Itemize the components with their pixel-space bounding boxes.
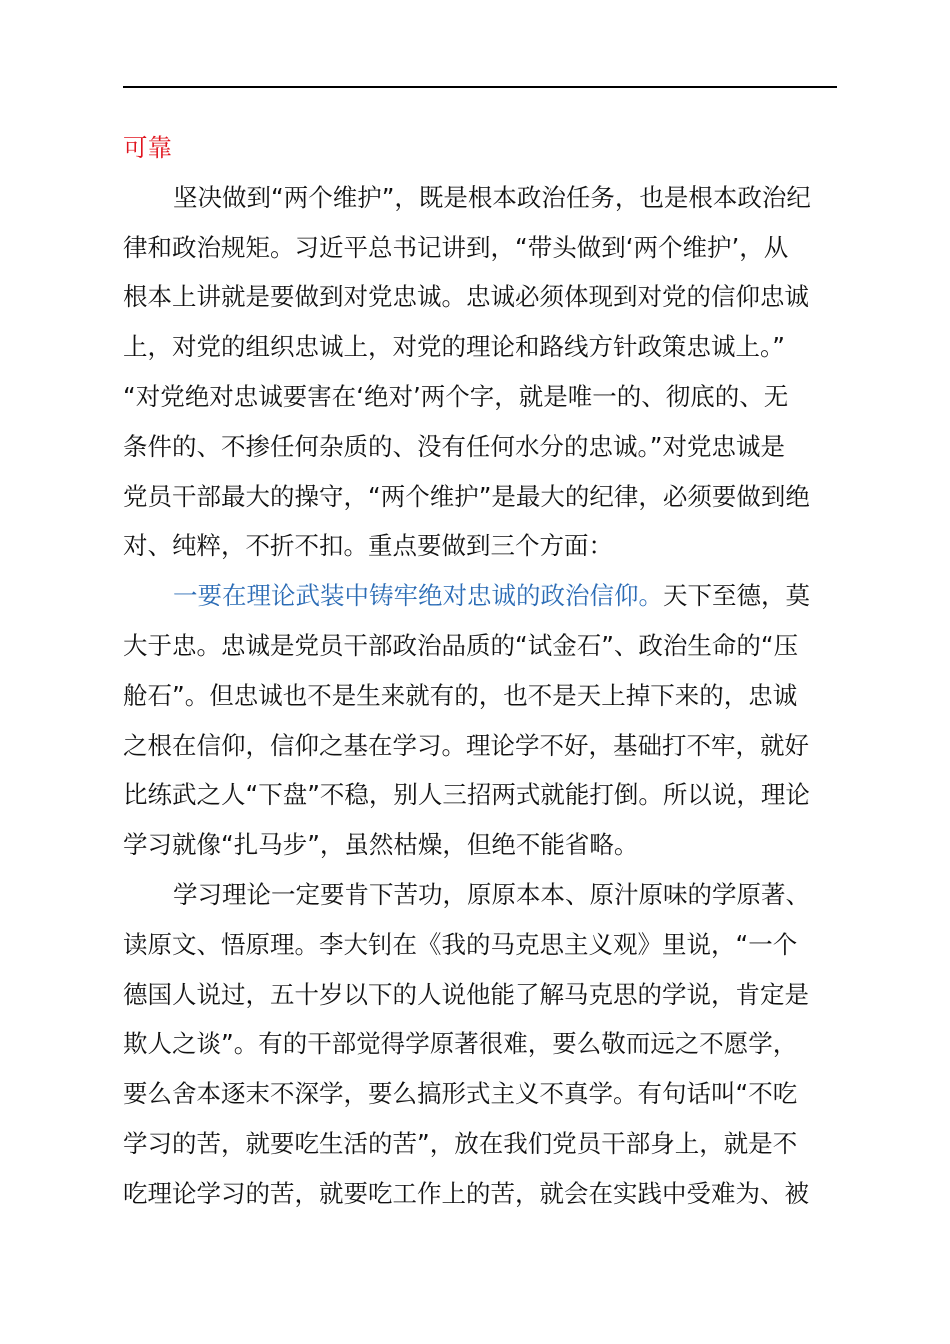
paragraph-line: 读原文、悟原理。李大钊在《我的马克思主义观》里说，“一个 (123, 929, 798, 959)
paragraph-line: 根本上讲就是要做到对党忠诚。忠诚必须体现到对党的信仰忠诚 (123, 282, 809, 312)
paragraph-text: 天下至德，莫 (663, 581, 810, 611)
paragraph-line: 要么舍本逐末不深学，要么搞形式主义不真学。有句话叫“不吃 (123, 1079, 798, 1109)
document-body (123, 123, 837, 1219)
paragraph-line: 学习就像“扎马步”，虽然枯燥，但绝不能省略。 (123, 830, 639, 860)
paragraph-line: 学习的苦，就要吃生活的苦”，放在我们党员干部身上，就是不 (123, 1128, 798, 1158)
paragraph-line: 律和政治规矩。习近平总书记讲到，“带头做到‘两个维护’，从 (123, 232, 789, 262)
paragraph-line: 之根在信仰，信仰之基在学习。理论学不好，基础打不牢，就好 (123, 730, 809, 760)
paragraph-line: 比练武之人“下盘”不稳，别人三招两式就能打倒。所以说，理论 (123, 780, 810, 810)
paragraph-line: “对党绝对忠诚要害在‘绝对’两个字，就是唯一的、彻底的、无 (123, 381, 789, 411)
paragraph-line: 坚决做到“两个维护”，既是根本政治任务，也是根本政治纪 (173, 182, 811, 212)
paragraph-line: 对、纯粹，不折不扣。重点要做到三个方面： (123, 531, 613, 561)
header-rule (123, 86, 837, 88)
paragraph-line (123, 571, 837, 621)
paragraph-line: 吃理论学习的苦，就要吃工作上的苦，就会在实践中受难为、被 (123, 1178, 809, 1208)
paragraph-line: 条件的、不掺任何杂质的、没有任何水分的忠诚。”对党忠诚是 (123, 431, 785, 461)
paragraph-line: 欺人之谈”。有的干部觉得学原著很难，要么敬而远之不愿学， (123, 1029, 798, 1059)
paragraph-line: 学习理论一定要肯下苦功，原原本本、原汁原味的学原著、 (173, 879, 810, 909)
paragraph-line: 大于忠。忠诚是党员干部政治品质的“试金石”、政治生命的“压 (123, 630, 799, 660)
paragraph-line: 上，对党的组织忠诚上，对党的理论和路线方针政策忠诚上。” (123, 332, 785, 362)
subheading: 一要在理论武装中铸牢绝对忠诚的政治信仰。 (173, 581, 663, 611)
paragraph-line: 舱石”。但忠诚也不是生来就有的，也不是天上掉下来的，忠诚 (123, 680, 798, 710)
paragraph-line: 党员干部最大的操守，“两个维护”是最大的纪律，必须要做到绝 (123, 481, 810, 511)
section-heading: 可靠 (123, 133, 172, 162)
paragraph-line: 德国人说过，五十岁以下的人说他能了解马克思的学说，肯定是 (123, 979, 809, 1009)
